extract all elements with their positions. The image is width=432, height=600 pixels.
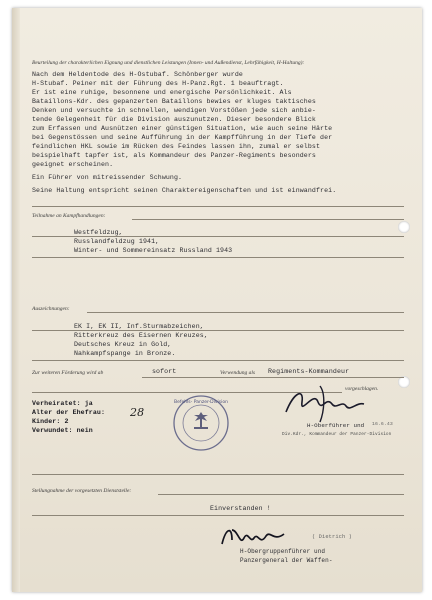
- assessment-line: beispielhaft tapfer ist, als Kommandeur des Panzer-Regiments besonders: [32, 152, 316, 159]
- married-status: Verheiratet: ja: [32, 400, 93, 407]
- award-line: Deutsches Kreuz in Gold,: [74, 341, 172, 348]
- assessment-label: Beurteilung der charakterlichen Eignung und dienstlichen Leistungen (Innen- und Außendienst, Lehrfähigkeit, H-Haltung):: [32, 60, 305, 66]
- form-rule: [32, 330, 404, 331]
- assessment-line: Er ist eine ruhige, besonnene und energische Persönlichkeit. Als: [32, 89, 292, 96]
- superior-title-1: H-Obergruppenführer und: [240, 548, 326, 555]
- award-line: Nahkampfspange in Bronze.: [74, 350, 176, 357]
- award-line: EK I, EK II, Inf.Sturmabzeichen,: [74, 323, 204, 330]
- promotion-label: Zur weiteren Förderung wird ab: [32, 370, 104, 376]
- wounded-status: Verwundet: nein: [32, 427, 93, 434]
- form-rule: [32, 360, 404, 361]
- form-rule: [32, 257, 404, 258]
- form-rule: [32, 236, 404, 237]
- promotion-usage-label: Verwendung als: [220, 370, 255, 376]
- assessment-line: Denken und versuchte in schnellen, wendigen Vorstößen jede sich anbie-: [32, 107, 316, 114]
- signature-date: 16.6.43: [372, 422, 393, 427]
- wife-age-value: 28: [130, 406, 145, 419]
- assessment-line: bei Gegenstössen und seine Aufführung in der Kampfführung in der Tiefe der: [32, 134, 333, 141]
- signer-rank: H-Oberführer und: [307, 422, 365, 429]
- form-rule: [158, 494, 404, 495]
- proposed-label: vorgeschlagen.: [345, 386, 379, 392]
- assessment-line: H-Stubaf. Peiner mit der Führung des H-Panz.Rgt. 1 beauftragt.: [32, 80, 284, 87]
- campaign-line: Winter- und Sommereinsatz Russland 1943: [74, 247, 233, 254]
- division-stamp: [172, 394, 230, 452]
- superior-title-2: Panzergeneral der Waffen-: [240, 557, 333, 564]
- campaign-line: Russlandfeldzug 1941,: [74, 238, 160, 245]
- promotion-role: Regiments-Kommandeur: [268, 368, 350, 375]
- superior-label: Stellungnahme der vorgesetzten Dienststelle:: [32, 488, 132, 494]
- form-rule: [32, 474, 404, 475]
- form-rule: [132, 219, 404, 220]
- campaigns-label: Teilnahme an Kampfhandlungen:: [32, 213, 106, 219]
- form-rule: [32, 515, 404, 516]
- superior-name: ( Dietrich ): [312, 534, 353, 540]
- stamp-text: Befehls- Panzer-Division: [174, 400, 228, 405]
- promotion-date: sofort: [152, 368, 177, 375]
- assessment-line: zum Erfassen und Ausnützen einer günstigen Situation, wie auch seine Härte: [32, 125, 333, 132]
- form-rule: [142, 377, 404, 378]
- assessment-line: geeignet erscheinen.: [32, 161, 114, 168]
- campaign-line: Westfeldzug,: [74, 229, 123, 236]
- wife-age-label: Alter der Ehefrau:: [32, 409, 106, 416]
- award-line: Ritterkreuz des Eisernen Kreuzes,: [74, 332, 208, 339]
- assessment-line: Nach dem Heldentode des H-Ostubaf. Schönberger wurde: [32, 71, 243, 78]
- assessment-line: feindlichen HKL sowie im Rücken des Feindes lassen ihn, zumal er selbst: [32, 143, 321, 150]
- assessment-line: Ein Führer von mitreissender Schwung.: [32, 174, 183, 181]
- form-rule: [87, 312, 404, 313]
- children-count: Kinder: 2: [32, 418, 69, 425]
- form-rule: [32, 206, 404, 207]
- commander-signature: [280, 382, 370, 426]
- punch-hole-top: [398, 221, 410, 233]
- signer-role: Div.Kdr., Kommandeur der Panzer-Division: [282, 432, 392, 437]
- assessment-line: Bataillons-Kdr. des gepanzerten Bataillons bewies er kluges taktisches: [32, 98, 316, 105]
- awards-label: Auszeichnungen:: [32, 306, 70, 312]
- document-sheet: [12, 8, 422, 592]
- assessment-line: tende Gelegenheit für die Division auszunutzen. Dieser besondere Blick: [32, 116, 316, 123]
- superior-verdict: Einverstanden !: [210, 505, 271, 512]
- assessment-line: Seine Haltung entspricht seinen Charaktereigenschaften und ist einwandfrei.: [32, 187, 337, 194]
